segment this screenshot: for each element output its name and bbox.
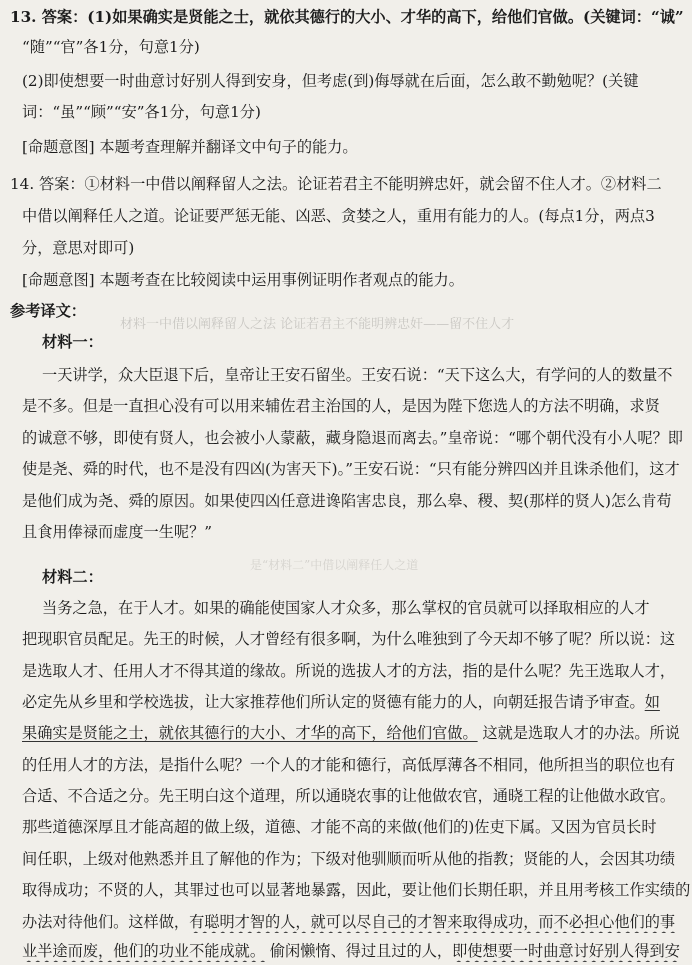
- bleed-through-text: 材料一中借以阐释留人之法 论证若君主不能明辨忠奸——留不住人才: [120, 317, 515, 332]
- m2-wavy-underline-1: 有聪明才智的人，就可以尽自己的才智来取得成功，而不必担心他们的事: [189, 913, 676, 931]
- m2-line-8: 那些道德深厚且才能高超的做上级，道德、才能不高的来做(他们的)佐吏下属。又因为官员长时: [22, 818, 657, 836]
- q13-intent: [命题意图] 本题考查理解并翻译文中句子的能力。: [22, 138, 358, 156]
- m2-line-11: [0, 911, 692, 933]
- q14-line-1: 14. 答案：①材料一中借以阐释留人之法。论证若君主不能明辨忠奸，就会留不住人才。②材料二: [10, 175, 662, 193]
- m2-line-5: [0, 722, 692, 744]
- m2-underlined-sentence: 果确实是贤能之士，就依其德行的大小、才华的高下，给他们官做。: [22, 724, 478, 742]
- q13-answer-text: 13. 答案：(1)如果确实是贤能之士，就依其德行的大小、才华的高下，给他们官做。(关键词：“诚”: [10, 8, 684, 26]
- m2-underlined-ru: 如: [644, 693, 660, 711]
- m1-line-2: 是不多。但是一直担心没有可以用来辅佐君主治国的人，是因为陛下您选人的方法不明确，求贤: [22, 397, 660, 415]
- m2-wavy-underline-2: 业半途而废，他们的功业不能成就。: [22, 942, 265, 960]
- m1-line-5: 是他们成为尧、舜的原因。如果使四凶任意进谗陷害忠良，那么皋、稷、契(那样的贤人)怎么肯苟: [22, 492, 672, 510]
- m2-line-4: [0, 691, 692, 713]
- q13-line-4: 词：“虽”“顾”“安”各1分，句意1分): [22, 103, 261, 121]
- m2-line-5-tail: 这就是选取人才的办法。所说: [477, 724, 680, 742]
- m2-line-2: 把现职官员配足。先王的时候，人才曾经有很多啊，为什么唯独到了今天却不够了呢？所以说：这: [22, 630, 676, 648]
- q13-line-3: (2)即使想要一时曲意讨好别人得到安身，但考虑(到)侮辱就在后面，怎么敢不勤勉呢？(关键: [22, 72, 639, 90]
- m2-line-6: 的任用人才的方法，是指什么呢？一个人的才能和德行，高低厚薄各不相同，他所担当的职位也有: [22, 756, 676, 774]
- m2-line-7: 合适、不合适之分。先王明白这个道理，所以通晓农事的让他做农官，通晓工程的让他做水政官。: [22, 787, 676, 805]
- m2-line-12-mid: 偷闲懒惰、得过且过的人，: [269, 942, 453, 960]
- q14-line-3: 分，意思对即可): [22, 239, 135, 257]
- m1-line-4: 使是尧、舜的时代，也不是没有四凶(为害天下)。”王安石说：“只有能分辨四凶并且诛杀他们，这才: [22, 460, 680, 478]
- m2-line-3: 是选取人才、任用人才不得其道的缘故。所说的选拔人才的方法，指的是什么呢？先王选取人才，: [22, 662, 676, 680]
- material-2-title: 材料二：: [42, 568, 103, 586]
- q13-line-2: “随”“官”各1分，句意1分): [22, 38, 200, 56]
- m2-line-11-text: 办法对待他们。这样做，: [22, 913, 190, 931]
- q14-line-2: 中借以阐释任人之道。论证要严惩无能、凶恶、贪婪之人，重用有能力的人。(每点1分，两点3: [22, 207, 655, 225]
- q14-intent: [命题意图] 本题考查在比较阅读中运用事例证明作者观点的能力。: [22, 271, 464, 289]
- m1-line-1: 一天讲学，众大臣退下后，皇帝让王安石留坐。王安石说：“天下这么大，有学问的人的数量不: [42, 366, 673, 384]
- m2-line-9: 间任职，上级对他熟悉并且了解他的作为；下级对他驯顺而听从他的指教；贤能的人，会因其功绩: [22, 850, 676, 868]
- m2-line-1: 当务之急，在于人才。如果的确能使国家人才众多，那么掌权的官员就可以择取相应的人才: [42, 599, 650, 617]
- m2-line-12: [0, 940, 692, 962]
- bleed-through-text-2: 是“材料二”中借以阐释任人之道: [250, 558, 419, 572]
- m2-wavy-underline-3: 即使想要一时曲意讨好别人得到安: [452, 942, 680, 960]
- m1-line-6: 且食用俸禄而虚度一生呢？”: [22, 523, 213, 541]
- m2-line-4-text: 必定先从乡里和学校选拔，让大家推荐他们所认定的贤德有能力的人，向朝廷报告请予审查。: [22, 693, 645, 711]
- material-1-title: 材料一：: [42, 333, 103, 351]
- m1-line-3: 的诚意不够，即使有贤人，也会被小人蒙蔽，藏身隐退而离去。”皇帝说：“哪个朝代没有小人呢？即: [22, 429, 683, 447]
- q13-line-1: [0, 6, 692, 28]
- m2-line-10: 取得成功；不贤的人，其罪过也可以显著地暴露，因此，要让他们长期任职，并且用考核工作实绩的: [22, 881, 691, 899]
- translation-heading: 参考译文：: [10, 302, 86, 320]
